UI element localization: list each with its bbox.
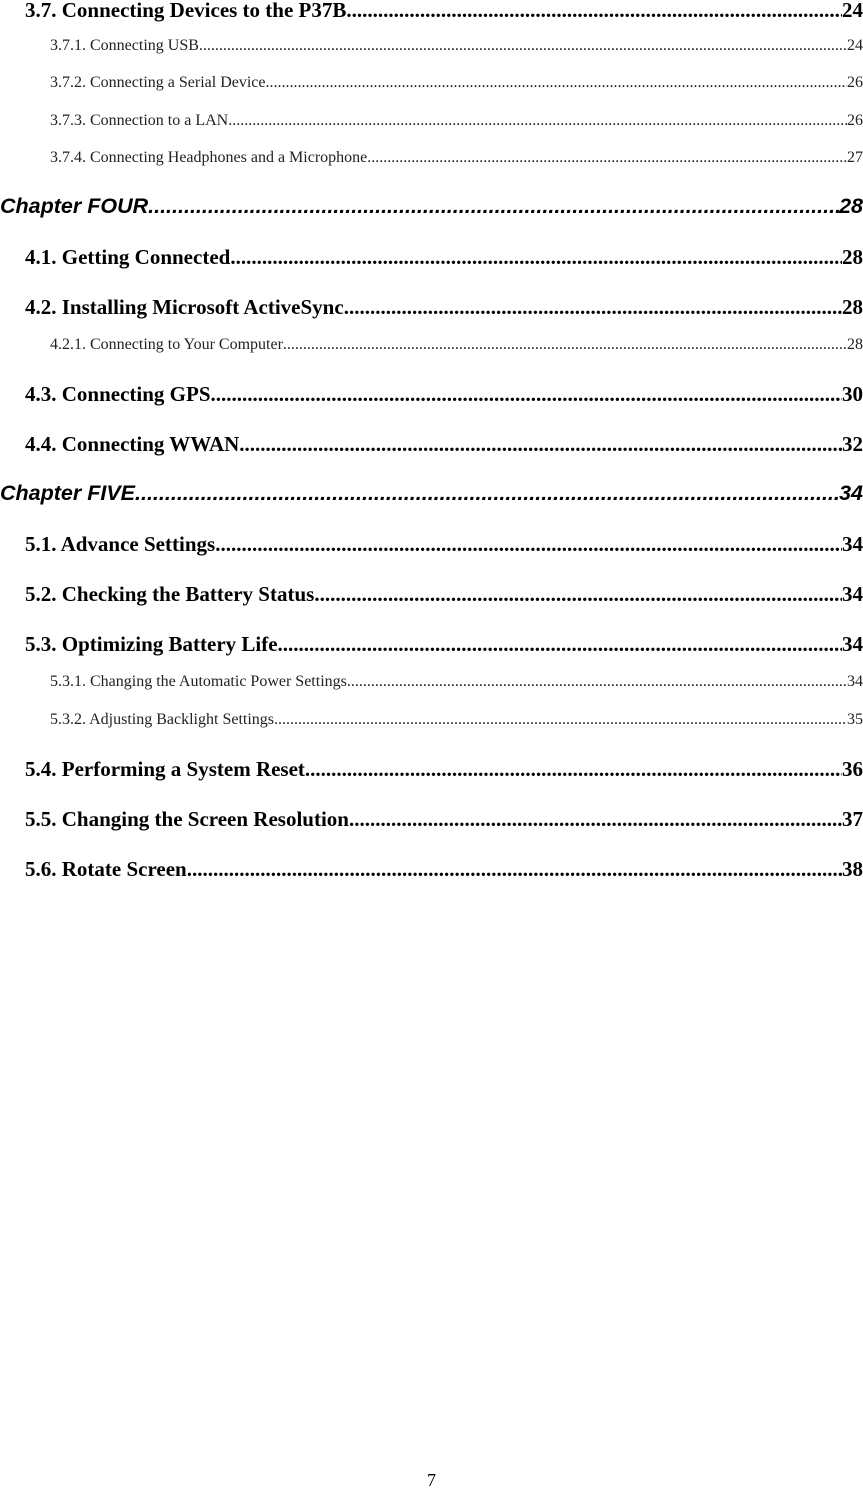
dot-leader [305, 757, 842, 782]
toc-entry-5-6[interactable] [25, 857, 863, 882]
toc-entry-label: 4.2.1. Connecting to Your Computer [50, 336, 283, 353]
toc-entry-label: 4.4. Connecting WWAN [25, 432, 240, 456]
toc-entry-page: 26 [847, 74, 863, 91]
dot-leader [314, 582, 842, 607]
toc-entry-label: 5.4. Performing a System Reset [25, 757, 305, 781]
toc-entry-4-2[interactable] [25, 295, 863, 320]
toc-entry-3-7[interactable] [25, 0, 863, 23]
toc-entry-page: 28 [847, 336, 863, 353]
toc-entry-3-7-3[interactable] [50, 112, 863, 130]
toc-entry-page: 34 [847, 673, 863, 690]
toc-entry-3-7-4[interactable] [50, 149, 863, 167]
toc-entry-page: 32 [842, 432, 863, 456]
toc-entry-label: 3.7.3. Connection to a LAN [50, 112, 229, 129]
toc-entry-label: 5.2. Checking the Battery Status [25, 582, 315, 606]
dot-leader [278, 632, 842, 657]
toc-entry-page: 38 [842, 857, 863, 881]
page-number: 7 [427, 1470, 436, 1490]
toc-entry-label: 3.7.1. Connecting USB [50, 37, 199, 54]
dot-leader [367, 149, 847, 167]
dot-leader [347, 673, 847, 691]
toc-entry-label: 3.7.2. Connecting a Serial Device [50, 74, 266, 91]
toc-entry-page: 34 [842, 632, 863, 656]
toc-entry-page: 28 [839, 194, 863, 218]
toc-entry-5-1[interactable] [25, 532, 863, 557]
dot-leader [349, 807, 842, 832]
toc-entry-page: 24 [847, 37, 863, 54]
dot-leader [230, 245, 842, 270]
toc-entry-label: 3.7. Connecting Devices to the P37B [25, 0, 347, 22]
toc-entry-page: 34 [839, 481, 863, 505]
dot-leader [274, 711, 847, 729]
toc-entry-page: 27 [847, 149, 863, 166]
toc-entry-3-7-2[interactable] [50, 74, 863, 92]
toc-entry-4-4[interactable] [25, 432, 863, 457]
dot-leader [283, 336, 847, 354]
dot-leader [187, 857, 842, 882]
toc-entry-4-1[interactable] [25, 245, 863, 270]
dot-leader [148, 194, 839, 219]
toc-entry-label: 4.3. Connecting GPS [25, 382, 211, 406]
toc-entry-page: 28 [842, 245, 863, 269]
toc-entry-page: 30 [842, 382, 863, 406]
toc-entry-page: 26 [847, 112, 863, 129]
toc-entry-label: Chapter FIVE [0, 481, 135, 505]
toc-entry-4-3[interactable] [25, 382, 863, 407]
toc-entry-3-7-1[interactable] [50, 37, 863, 55]
dot-leader [199, 37, 847, 55]
toc-entry-label: 3.7.4. Connecting Headphones and a Microphone [50, 149, 368, 166]
dot-leader [266, 74, 848, 92]
toc-chapter-four[interactable] [0, 194, 863, 219]
toc-entry-5-2[interactable] [25, 582, 863, 607]
toc-entry-label: 5.3. Optimizing Battery Life [25, 632, 278, 656]
toc-entry-5-3-2[interactable] [50, 711, 863, 729]
toc-entry-4-2-1[interactable] [50, 336, 863, 354]
toc-entry-label: 5.3.2. Adjusting Backlight Settings [50, 711, 275, 728]
toc-entry-5-3-1[interactable] [50, 673, 863, 691]
toc-entry-page: 24 [842, 0, 863, 22]
toc-entry-label: Chapter FOUR [0, 194, 149, 218]
toc-entry-label: 5.1. Advance Settings [25, 532, 216, 556]
dot-leader [228, 112, 847, 130]
toc-entry-5-3[interactable] [25, 632, 863, 657]
dot-leader [135, 481, 839, 506]
toc-entry-label: 5.5. Changing the Screen Resolution [25, 807, 349, 831]
toc-entry-page: 35 [847, 711, 863, 728]
toc-entry-label: 5.3.1. Changing the Automatic Power Settings [50, 673, 347, 690]
dot-leader [346, 0, 842, 23]
toc-entry-label: 4.2. Installing Microsoft ActiveSync [25, 295, 344, 319]
dot-leader [211, 382, 842, 407]
toc-entry-page: 34 [842, 582, 863, 606]
toc-chapter-five[interactable] [0, 481, 863, 506]
toc-entry-5-4[interactable] [25, 757, 863, 782]
toc-entry-label: 5.6. Rotate Screen [25, 857, 187, 881]
dot-leader [215, 532, 842, 557]
toc-entry-page: 34 [842, 532, 863, 556]
toc-entry-page: 28 [842, 295, 863, 319]
dot-leader [344, 295, 842, 320]
toc-entry-5-5[interactable] [25, 807, 863, 832]
dot-leader [239, 432, 842, 457]
toc-entry-label: 4.1. Getting Connected [25, 245, 231, 269]
toc-entry-page: 37 [842, 807, 863, 831]
toc-entry-page: 36 [842, 757, 863, 781]
